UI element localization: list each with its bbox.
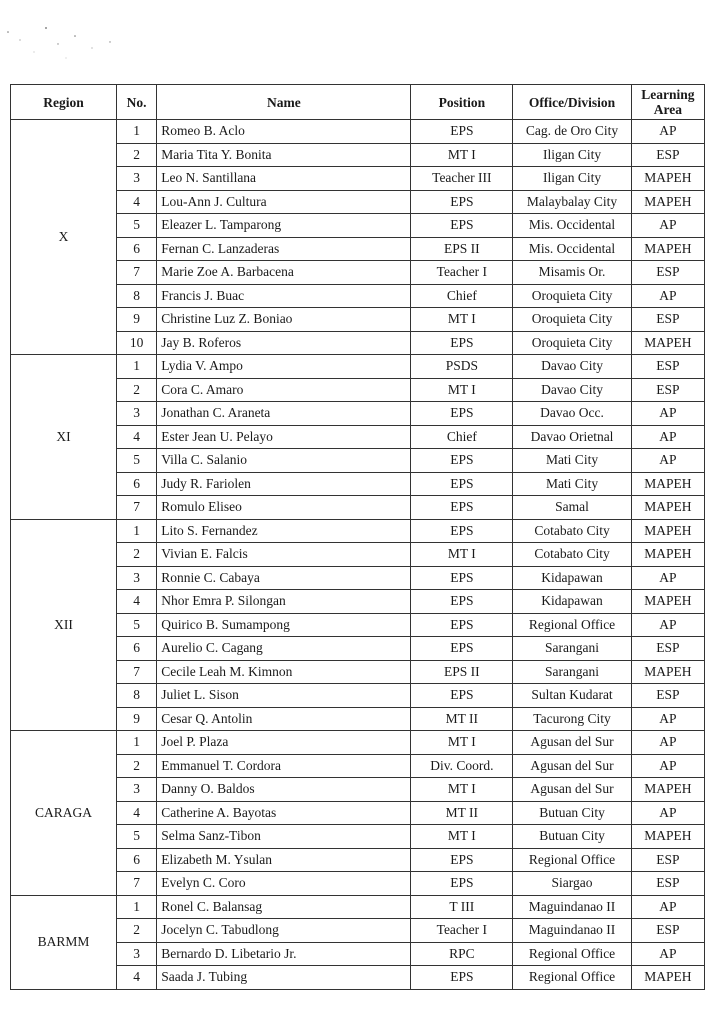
position-cell: EPS (411, 472, 513, 496)
person-name-cell: Evelyn C. Coro (157, 872, 411, 896)
position-cell: EPS (411, 402, 513, 426)
learning-area-cell: MAPEH (631, 966, 704, 990)
office-division-cell: Malaybalay City (513, 190, 632, 214)
learning-area-cell: MAPEH (631, 167, 704, 191)
row-number-cell: 5 (116, 825, 156, 849)
office-division-cell: Davao Orietnal (513, 425, 632, 449)
position-cell: MT I (411, 378, 513, 402)
learning-area-cell: MAPEH (631, 237, 704, 261)
learning-area-cell: MAPEH (631, 472, 704, 496)
person-name-cell: Quirico B. Sumampong (157, 613, 411, 637)
person-name-cell: Jay B. Roferos (157, 331, 411, 355)
region-cell: XII (11, 519, 117, 731)
office-division-cell: Regional Office (513, 966, 632, 990)
office-division-cell: Kidapawan (513, 566, 632, 590)
row-number-cell: 1 (116, 355, 156, 379)
table-row (11, 355, 705, 379)
roster-table (10, 84, 705, 990)
learning-area-cell: ESP (631, 308, 704, 332)
learning-area-cell: AP (631, 402, 704, 426)
person-name-cell: Maria Tita Y. Bonita (157, 143, 411, 167)
position-cell: MT I (411, 825, 513, 849)
row-number-cell: 4 (116, 190, 156, 214)
learning-area-cell: MAPEH (631, 190, 704, 214)
person-name-cell: Christine Luz Z. Boniao (157, 308, 411, 332)
position-cell: EPS (411, 496, 513, 520)
position-cell: EPS (411, 120, 513, 144)
header-position: Position (411, 85, 513, 120)
learning-area-cell: AP (631, 425, 704, 449)
learning-area-cell: MAPEH (631, 543, 704, 567)
office-division-cell: Misamis Or. (513, 261, 632, 285)
office-division-cell: Iligan City (513, 167, 632, 191)
position-cell: MT II (411, 801, 513, 825)
person-name-cell: Ronel C. Balansag (157, 895, 411, 919)
learning-area-cell: AP (631, 284, 704, 308)
person-name-cell: Marie Zoe A. Barbacena (157, 261, 411, 285)
row-number-cell: 6 (116, 237, 156, 261)
office-division-cell: Cotabato City (513, 519, 632, 543)
office-division-cell: Tacurong City (513, 707, 632, 731)
row-number-cell: 4 (116, 801, 156, 825)
person-name-cell: Catherine A. Bayotas (157, 801, 411, 825)
row-number-cell: 9 (116, 308, 156, 332)
person-name-cell: Villa C. Salanio (157, 449, 411, 473)
office-division-cell: Agusan del Sur (513, 731, 632, 755)
row-number-cell: 2 (116, 378, 156, 402)
office-division-cell: Butuan City (513, 801, 632, 825)
row-number-cell: 5 (116, 449, 156, 473)
position-cell: MT I (411, 143, 513, 167)
learning-area-cell: AP (631, 895, 704, 919)
position-cell: EPS (411, 190, 513, 214)
learning-area-cell: MAPEH (631, 519, 704, 543)
person-name-cell: Lou-Ann J. Cultura (157, 190, 411, 214)
position-cell: EPS (411, 331, 513, 355)
position-cell: MT I (411, 543, 513, 567)
office-division-cell: Mati City (513, 472, 632, 496)
row-number-cell: 10 (116, 331, 156, 355)
row-number-cell: 5 (116, 214, 156, 238)
person-name-cell: Juliet L. Sison (157, 684, 411, 708)
position-cell: EPS (411, 590, 513, 614)
office-division-cell: Agusan del Sur (513, 778, 632, 802)
position-cell: Teacher I (411, 919, 513, 943)
position-cell: PSDS (411, 355, 513, 379)
position-cell: Teacher I (411, 261, 513, 285)
person-name-cell: Elizabeth M. Ysulan (157, 848, 411, 872)
learning-area-cell: AP (631, 801, 704, 825)
learning-area-cell: AP (631, 754, 704, 778)
learning-area-cell: AP (631, 942, 704, 966)
position-cell: EPS (411, 637, 513, 661)
person-name-cell: Saada J. Tubing (157, 966, 411, 990)
row-number-cell: 1 (116, 519, 156, 543)
office-division-cell: Oroquieta City (513, 308, 632, 332)
office-division-cell: Regional Office (513, 613, 632, 637)
person-name-cell: Judy R. Fariolen (157, 472, 411, 496)
header-row (11, 85, 705, 120)
person-name-cell: Aurelio C. Cagang (157, 637, 411, 661)
learning-area-cell: ESP (631, 378, 704, 402)
row-number-cell: 3 (116, 778, 156, 802)
learning-area-cell: ESP (631, 848, 704, 872)
header-name: Name (157, 85, 411, 120)
learning-area-cell: ESP (631, 637, 704, 661)
learning-area-cell: AP (631, 120, 704, 144)
learning-area-cell: ESP (631, 684, 704, 708)
row-number-cell: 8 (116, 284, 156, 308)
person-name-cell: Leo N. Santillana (157, 167, 411, 191)
position-cell: Div. Coord. (411, 754, 513, 778)
learning-area-cell: MAPEH (631, 778, 704, 802)
position-cell: EPS II (411, 237, 513, 261)
learning-area-cell: AP (631, 214, 704, 238)
office-division-cell: Mis. Occidental (513, 237, 632, 261)
row-number-cell: 4 (116, 590, 156, 614)
office-division-cell: Iligan City (513, 143, 632, 167)
position-cell: EPS (411, 848, 513, 872)
office-division-cell: Mis. Occidental (513, 214, 632, 238)
position-cell: EPS (411, 613, 513, 637)
learning-area-cell: MAPEH (631, 590, 704, 614)
office-division-cell: Sultan Kudarat (513, 684, 632, 708)
position-cell: EPS (411, 566, 513, 590)
person-name-cell: Joel P. Plaza (157, 731, 411, 755)
person-name-cell: Romulo Eliseo (157, 496, 411, 520)
person-name-cell: Danny O. Baldos (157, 778, 411, 802)
learning-area-cell: MAPEH (631, 496, 704, 520)
table-row (11, 519, 705, 543)
row-number-cell: 3 (116, 402, 156, 426)
row-number-cell: 7 (116, 261, 156, 285)
position-cell: MT I (411, 778, 513, 802)
region-cell: X (11, 120, 117, 355)
row-number-cell: 3 (116, 942, 156, 966)
position-cell: Teacher III (411, 167, 513, 191)
office-division-cell: Davao City (513, 355, 632, 379)
learning-area-cell: ESP (631, 143, 704, 167)
roster-body (11, 120, 705, 990)
position-cell: EPS (411, 684, 513, 708)
office-division-cell: Samal (513, 496, 632, 520)
header-region: Region (11, 85, 117, 120)
person-name-cell: Romeo B. Aclo (157, 120, 411, 144)
row-number-cell: 6 (116, 472, 156, 496)
region-cell: XI (11, 355, 117, 520)
row-number-cell: 1 (116, 731, 156, 755)
position-cell: EPS (411, 519, 513, 543)
learning-area-cell: AP (631, 707, 704, 731)
row-number-cell: 7 (116, 872, 156, 896)
region-cell: BARMM (11, 895, 117, 989)
person-name-cell: Ronnie C. Cabaya (157, 566, 411, 590)
row-number-cell: 2 (116, 754, 156, 778)
office-division-cell: Sarangani (513, 637, 632, 661)
person-name-cell: Nhor Emra P. Silongan (157, 590, 411, 614)
learning-area-cell: MAPEH (631, 660, 704, 684)
office-division-cell: Davao City (513, 378, 632, 402)
row-number-cell: 1 (116, 895, 156, 919)
header-no: No. (116, 85, 156, 120)
office-division-cell: Siargao (513, 872, 632, 896)
person-name-cell: Cesar Q. Antolin (157, 707, 411, 731)
office-division-cell: Cotabato City (513, 543, 632, 567)
position-cell: EPS (411, 449, 513, 473)
row-number-cell: 2 (116, 143, 156, 167)
learning-area-cell: AP (631, 449, 704, 473)
row-number-cell: 4 (116, 425, 156, 449)
learning-area-cell: AP (631, 731, 704, 755)
person-name-cell: Bernardo D. Libetario Jr. (157, 942, 411, 966)
office-division-cell: Sarangani (513, 660, 632, 684)
row-number-cell: 9 (116, 707, 156, 731)
office-division-cell: Oroquieta City (513, 331, 632, 355)
learning-area-cell: ESP (631, 355, 704, 379)
office-division-cell: Mati City (513, 449, 632, 473)
position-cell: EPS (411, 872, 513, 896)
header-learning-area: Learning Area (631, 85, 704, 120)
learning-area-cell: AP (631, 566, 704, 590)
person-name-cell: Selma Sanz-Tibon (157, 825, 411, 849)
position-cell: MT I (411, 308, 513, 332)
row-number-cell: 8 (116, 684, 156, 708)
row-number-cell: 7 (116, 496, 156, 520)
office-division-cell: Kidapawan (513, 590, 632, 614)
row-number-cell: 6 (116, 637, 156, 661)
person-name-cell: Vivian E. Falcis (157, 543, 411, 567)
person-name-cell: Eleazer L. Tamparong (157, 214, 411, 238)
person-name-cell: Jonathan C. Araneta (157, 402, 411, 426)
learning-area-cell: AP (631, 613, 704, 637)
person-name-cell: Fernan C. Lanzaderas (157, 237, 411, 261)
office-division-cell: Regional Office (513, 848, 632, 872)
position-cell: RPC (411, 942, 513, 966)
position-cell: EPS II (411, 660, 513, 684)
position-cell: EPS (411, 966, 513, 990)
office-division-cell: Agusan del Sur (513, 754, 632, 778)
row-number-cell: 4 (116, 966, 156, 990)
header-office: Office/Division (513, 85, 632, 120)
table-row (11, 731, 705, 755)
row-number-cell: 5 (116, 613, 156, 637)
table-row (11, 895, 705, 919)
position-cell: Chief (411, 425, 513, 449)
position-cell: Chief (411, 284, 513, 308)
row-number-cell: 3 (116, 167, 156, 191)
office-division-cell: Maguindanao II (513, 895, 632, 919)
person-name-cell: Francis J. Buac (157, 284, 411, 308)
row-number-cell: 1 (116, 120, 156, 144)
row-number-cell: 6 (116, 848, 156, 872)
person-name-cell: Lito S. Fernandez (157, 519, 411, 543)
person-name-cell: Cora C. Amaro (157, 378, 411, 402)
person-name-cell: Cecile Leah M. Kimnon (157, 660, 411, 684)
learning-area-cell: MAPEH (631, 825, 704, 849)
person-name-cell: Jocelyn C. Tabudlong (157, 919, 411, 943)
row-number-cell: 2 (116, 919, 156, 943)
learning-area-cell: ESP (631, 919, 704, 943)
person-name-cell: Lydia V. Ampo (157, 355, 411, 379)
row-number-cell: 2 (116, 543, 156, 567)
office-division-cell: Maguindanao II (513, 919, 632, 943)
position-cell: T III (411, 895, 513, 919)
scan-specks (0, 0, 724, 80)
position-cell: MT II (411, 707, 513, 731)
person-name-cell: Ester Jean U. Pelayo (157, 425, 411, 449)
position-cell: EPS (411, 214, 513, 238)
person-name-cell: Emmanuel T. Cordora (157, 754, 411, 778)
table-row (11, 120, 705, 144)
position-cell: MT I (411, 731, 513, 755)
learning-area-cell: ESP (631, 261, 704, 285)
row-number-cell: 7 (116, 660, 156, 684)
office-division-cell: Davao Occ. (513, 402, 632, 426)
office-division-cell: Butuan City (513, 825, 632, 849)
office-division-cell: Regional Office (513, 942, 632, 966)
learning-area-cell: MAPEH (631, 331, 704, 355)
learning-area-cell: ESP (631, 872, 704, 896)
office-division-cell: Oroquieta City (513, 284, 632, 308)
region-cell: CARAGA (11, 731, 117, 896)
office-division-cell: Cag. de Oro City (513, 120, 632, 144)
row-number-cell: 3 (116, 566, 156, 590)
